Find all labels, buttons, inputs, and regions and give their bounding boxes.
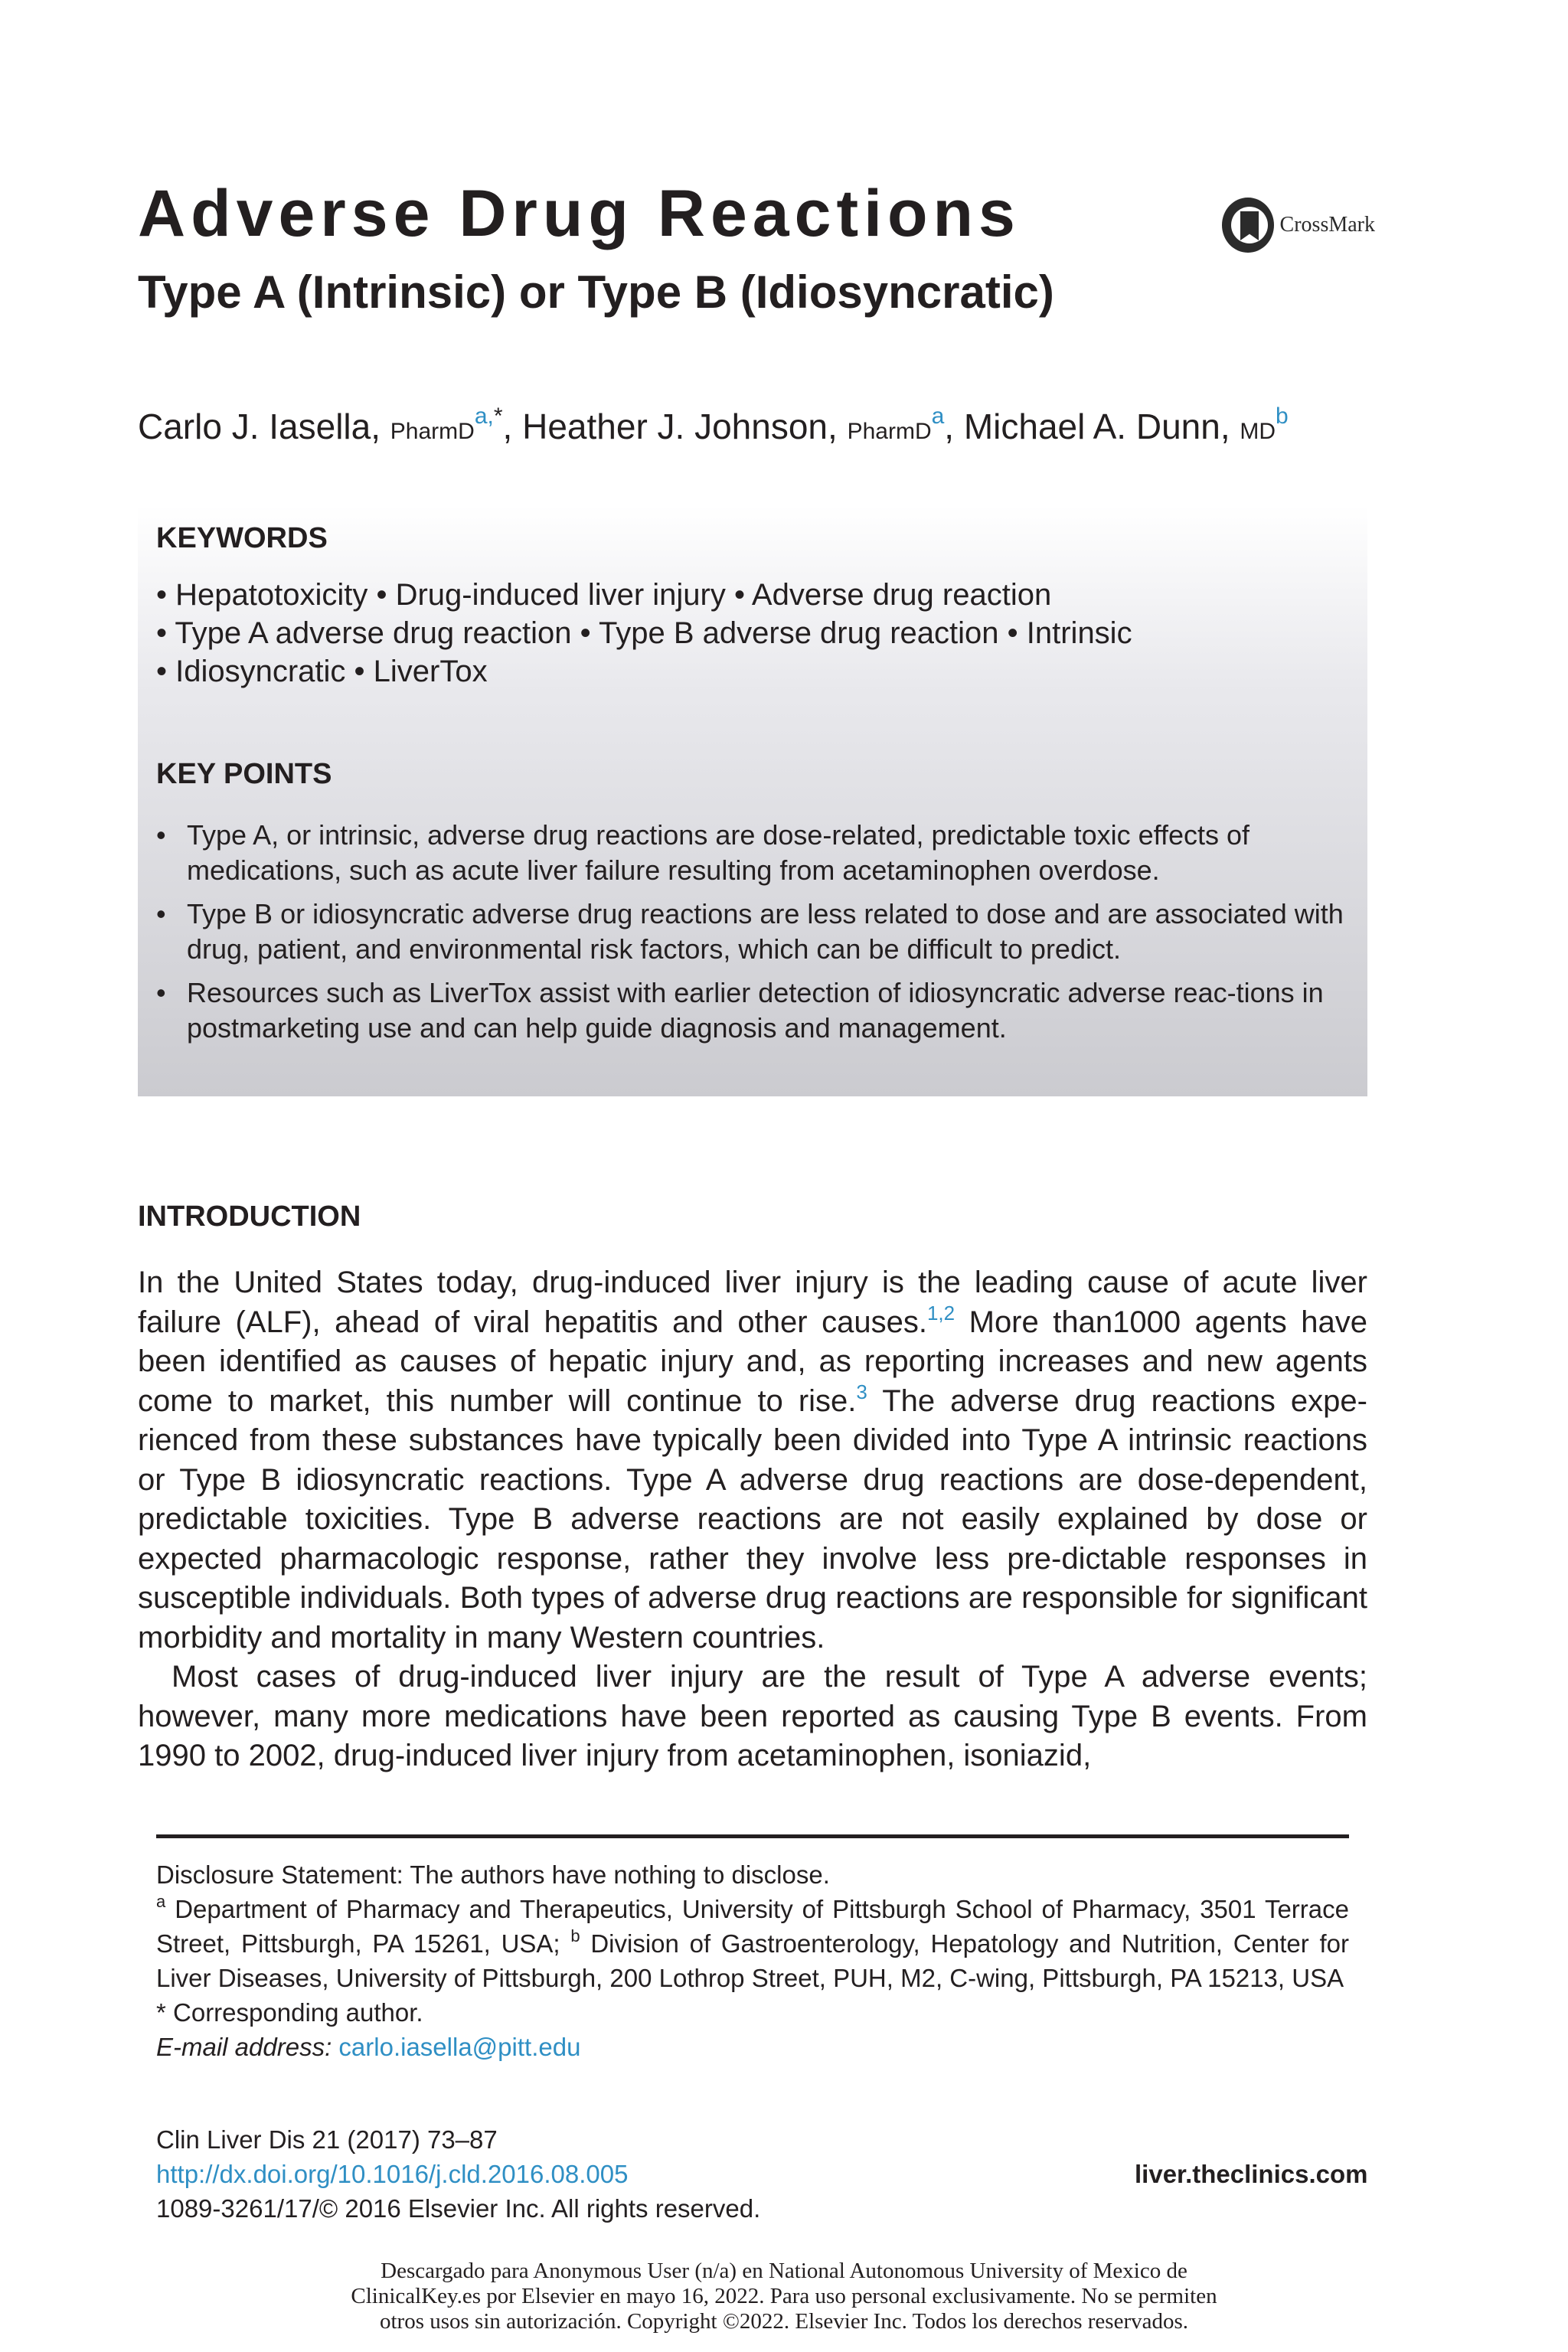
download-notice-line: ClinicalKey.es por Elsevier en mayo 16, 2022. Para uso personal exclusivamente. No se permiten	[351, 2284, 1217, 2308]
author-name: Carlo J. Iasella,	[138, 407, 381, 446]
article-subtitle: Type A (Intrinsic) or Type B (Idiosyncratic)	[138, 266, 1054, 318]
affiliation-mark: b	[570, 1926, 580, 1945]
body-paragraph: Most cases of drug-induced liver injury are the result of Type A adverse events; however, many more medications have been reported as causing Type B events. From 1990 to 2002, drug-induced liver injury from acetaminophen, isoniazid,	[138, 1660, 1367, 1772]
key-points-list	[156, 818, 1351, 1054]
paragraph-text: The adverse drug reactions expe-rienced from these substances have typically been divided into Type A intrinsic reactions or Type B idiosyncratic reactions. Type A adverse drug reactions are dose-dependent, predictable toxicities. Type B adverse reactions are not easily explained by dose or expected pharmacologic response, rather they involve less pre-dictable responses in susceptible individuals. Both types of adverse drug reactions are responsible for significant morbidity and mortality in many Western countries.	[138, 1383, 1367, 1655]
keywords-line: • Idiosyncratic • LiverTox	[156, 655, 488, 688]
author-affiliation-link[interactable]: b	[1276, 403, 1289, 429]
email-link[interactable]: carlo.iasella@pitt.edu	[338, 2033, 581, 2061]
key-points-heading: KEY POINTS	[156, 758, 332, 790]
body-paragraph	[138, 1263, 1367, 1658]
affiliation-mark: a	[156, 1892, 166, 1911]
author-affiliation-link[interactable]: a,	[474, 403, 494, 429]
keywords-keypoints-box	[138, 505, 1367, 1096]
key-point-item: • Resources such as LiverTox assist with earlier detection of idiosyncratic adverse reac-tions in postmarketing use and can help guide diagnosis and management.	[156, 975, 1351, 1046]
doi-link[interactable]: http://dx.doi.org/10.1016/j.cld.2016.08.005	[156, 2160, 629, 2188]
keywords-heading: KEYWORDS	[156, 522, 328, 554]
download-notice-line: Descargado para Anonymous User (n/a) en National Autonomous University of Mexico de	[381, 2259, 1187, 2283]
download-notice-line: otros usos sin autorización. Copyright ©2022. Elsevier Inc. Todos los derechos reservados.	[379, 2309, 1189, 2334]
author-affiliation-link[interactable]: a	[931, 403, 945, 429]
copyright-line: 1089-3261/17/© 2016 Elsevier Inc. All rights reserved.	[156, 2194, 761, 2223]
key-point-item: • Type A, or intrinsic, adverse drug reactions are dose-related, predictable toxic effects of medications, such as acute liver failure resulting from acetaminophen overdose.	[156, 818, 1351, 888]
keywords-list	[156, 576, 1132, 691]
paragraph-text: More than1000 agents have been identified as causes of hepatic injury and, as reporting increases and new agents come to market, this number will continue to rise.	[138, 1305, 1367, 1418]
key-point-item: • Type B or idiosyncratic adverse drug reactions are less related to dose and are associated with drug, patient, and environmental risk factors, which can be difficult to predict.	[156, 897, 1351, 967]
author-name: , Michael A. Dunn,	[944, 407, 1230, 446]
download-notice	[0, 2259, 1568, 2334]
affiliation-b: Division of Gastroenterology, Hepatology and Nutrition, Center for Liver Diseases, University of Pittsburgh, 200 Lothrop Street, PUH, M2, C-wing, Pittsburgh, PA 15213, USA	[156, 1929, 1349, 1992]
email-line	[156, 2030, 1349, 2064]
affiliation-a: Department of Pharmacy and Therapeutics, University of Pittsburgh School of Pharmacy, 3501 Terrace Street, Pittsburgh, PA 15261, USA;	[156, 1895, 1349, 1958]
footnotes	[156, 1857, 1349, 2064]
footnote-divider	[156, 1834, 1349, 1838]
corresponding-author-note: * Corresponding author.	[156, 1998, 423, 2027]
body-text	[138, 1263, 1367, 1776]
paragraph-text: In the United States today, drug-induced liver injury is the leading cause of acute liver failure (ALF), ahead of viral hepatitis and other causes.	[138, 1266, 1367, 1339]
author-line	[138, 403, 1289, 448]
author-degree: MD	[1240, 419, 1276, 444]
reference-link[interactable]: 1,2	[926, 1301, 956, 1325]
email-label: E-mail address:	[156, 2033, 332, 2061]
reference-link[interactable]: 3	[856, 1380, 867, 1403]
crossmark-label: CrossMark	[1279, 213, 1375, 237]
keywords-line: • Hepatotoxicity • Drug-induced liver injury • Adverse drug reaction	[156, 578, 1052, 612]
citation-block	[156, 2122, 760, 2226]
author-degree: PharmD	[847, 419, 932, 444]
crossmark-badge[interactable]	[1222, 196, 1375, 254]
section-heading-introduction: INTRODUCTION	[138, 1200, 361, 1233]
affiliations	[156, 1892, 1349, 1995]
disclosure-statement: Disclosure Statement: The authors have nothing to disclose.	[156, 1860, 830, 1889]
article-title: Adverse Drug Reactions	[138, 177, 1021, 250]
author-name: , Heather J. Johnson,	[502, 407, 838, 446]
journal-citation: Clin Liver Dis 21 (2017) 73–87	[156, 2125, 498, 2154]
crossmark-icon	[1222, 198, 1274, 253]
corresponding-author-mark: *	[493, 403, 503, 429]
author-degree: PharmD	[390, 419, 475, 444]
keywords-line: • Type A adverse drug reaction • Type B adverse drug reaction • Intrinsic	[156, 616, 1132, 650]
journal-website[interactable]: liver.theclinics.com	[1135, 2160, 1368, 2188]
